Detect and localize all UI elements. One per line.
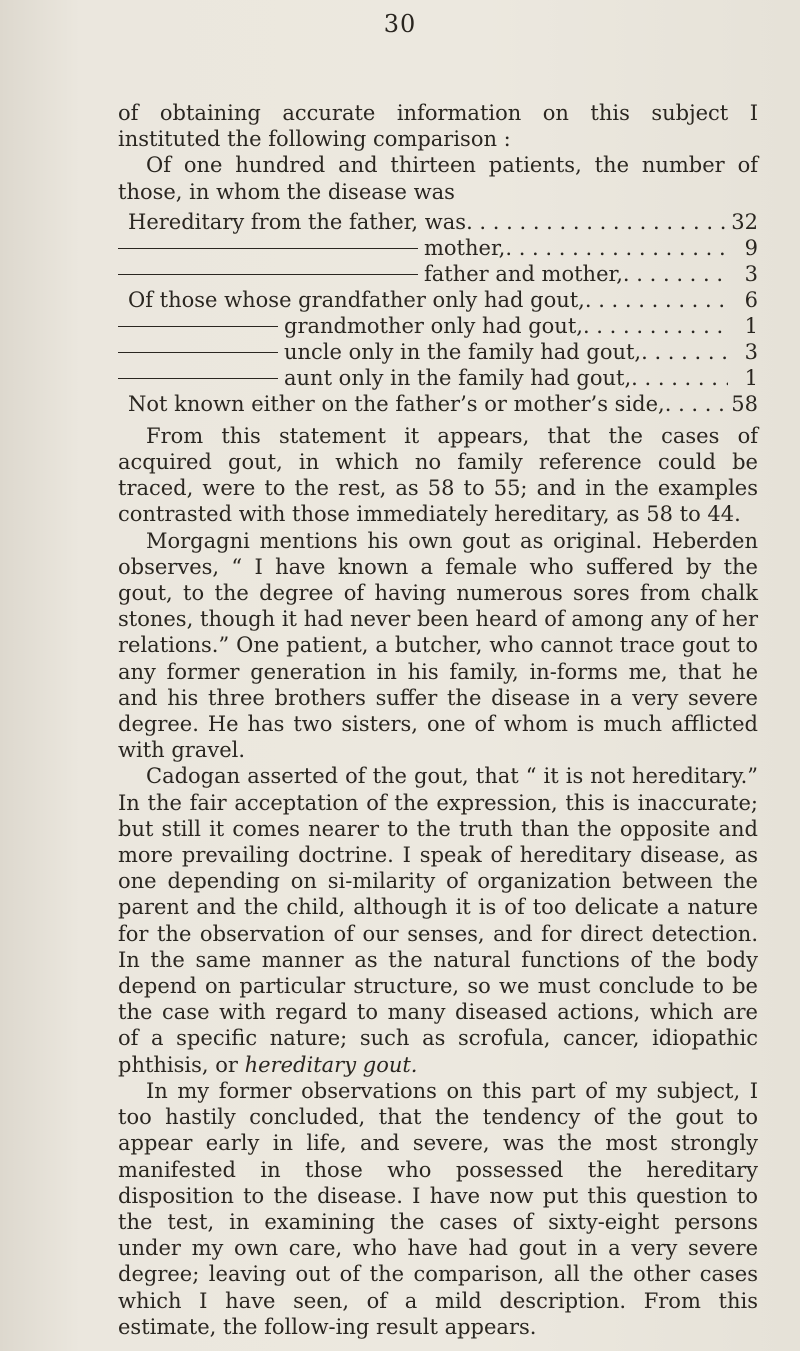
ditto-rule xyxy=(118,274,418,275)
stat-row xyxy=(118,391,758,417)
stat-label: Not known either on the father’s or mother’s side, . . . xyxy=(128,391,727,417)
stat-label: father and mother, . . . xyxy=(424,261,728,287)
stat-label: Of those whose grandfather only had gout, . . . xyxy=(128,287,728,313)
stat-row xyxy=(118,261,758,287)
stat-label: grandmother only had gout, . . . xyxy=(284,313,728,339)
stat-value: 3 xyxy=(744,261,758,286)
paragraph-statement: From this statement it appears, that the cases of acquired gout, in which no family reference could be traced, were to the rest, as 58 to 55; and in the examples contrasted with those immediately hereditary, as 58 to 44. xyxy=(118,423,758,527)
stat-value: 32 xyxy=(731,209,758,234)
stat-row xyxy=(118,209,758,235)
stat-value: 58 xyxy=(731,391,758,416)
stat-label: uncle only in the family had gout, . . . xyxy=(284,339,728,365)
stat-label: mother, . . . xyxy=(424,235,728,261)
paragraph-morgagni: Morgagni mentions his own gout as original. Heberden observes, “ I have known a female who suffered by the gout, to the degree of having numerous sores from chalk stones, though it had never been heard of among any of her relations.” One patient, a butcher, who cannot trace gout to any former generation in his family, in-forms me, that he and his three brothers suffer the disease in a very severe degree. He has two sisters, one of whom is much afflicted with gravel. xyxy=(118,528,758,763)
ditto-rule xyxy=(118,326,278,327)
cadogan-text: Cadogan asserted of the gout, that “ it is not hereditary.” In the fair acceptation of the expression, this is inaccurate; but still it comes nearer to the truth than the opposite and more prevailing doctrine. I speak of hereditary disease, as one depending on si-milarity of organization between the parent and the child, although it is of too delicate a nature for the observation of our senses, and for direct detection. In the same manner as the natural functions of the body depend on particular structure, so we must conclude to be the case with regard to many diseased actions, which are of a specific nature; such as scrofula, cancer, idiopathic phthisis, or xyxy=(118,764,758,1077)
stat-row xyxy=(118,287,758,313)
paragraph-observations: In my former observations on this part of my subject, I too hastily concluded, that the tendency of the gout to appear early in life, and severe, was the most strongly manifested in those who possessed the hereditary disposition to the disease. I have now put this question to the test, in examining the cases of sixty-eight persons under my own care, who have had gout in a very severe degree; leaving out of the comparison, all the other cases which I have seen, of a mild description. From this estimate, the follow-ing result appears. xyxy=(118,1078,758,1339)
stat-row xyxy=(118,235,758,261)
ditto-rule xyxy=(118,378,278,379)
stat-row xyxy=(118,313,758,339)
stat-value: 6 xyxy=(744,287,758,312)
page-number: 30 xyxy=(383,10,417,38)
ditto-rule xyxy=(118,352,278,353)
lead-paragraph: Of one hundred and thirteen patients, the number of those, in whom the disease was xyxy=(118,153,758,204)
stat-value: 3 xyxy=(744,339,758,364)
statistics-table xyxy=(118,209,758,417)
stat-value: 1 xyxy=(744,313,758,338)
body-text xyxy=(118,100,758,1340)
stat-label: Hereditary from the father, was . . . xyxy=(128,209,727,235)
cadogan-italic: hereditary gout. xyxy=(244,1052,418,1077)
stat-value: 1 xyxy=(744,365,758,390)
ditto-rule xyxy=(118,248,418,249)
intro-paragraph: of obtaining accurate information on this subject I instituted the following comparison : xyxy=(118,101,758,152)
stat-row xyxy=(118,365,758,391)
stat-label: aunt only in the family had gout, . . . xyxy=(284,365,728,391)
stat-row xyxy=(118,339,758,365)
paragraph-cadogan xyxy=(118,763,758,1077)
stat-value: 9 xyxy=(744,235,758,260)
